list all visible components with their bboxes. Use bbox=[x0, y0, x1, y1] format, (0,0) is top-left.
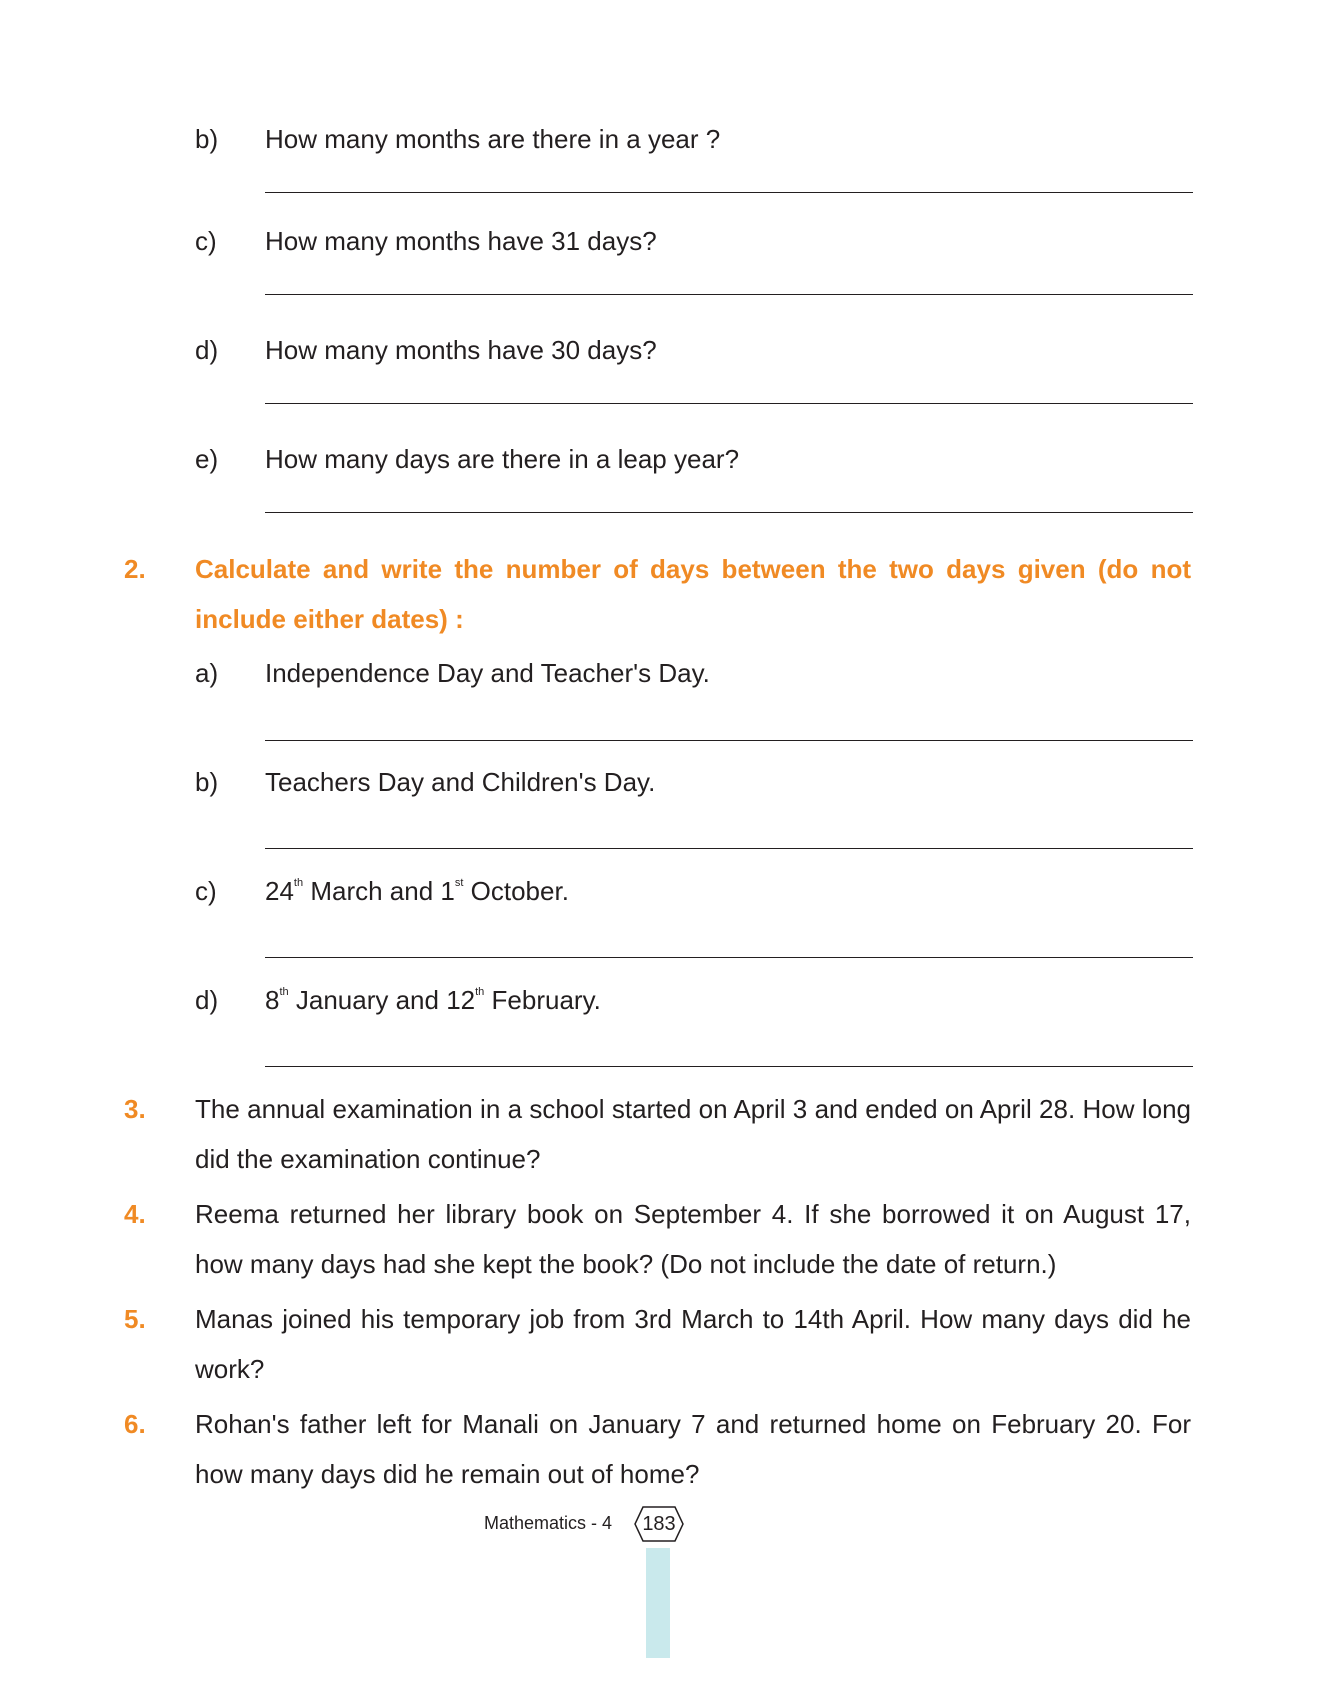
question-instruction: Calculate and write the number of days between the two days given (do not include either dates) : bbox=[195, 554, 1191, 634]
answer-line[interactable] bbox=[265, 957, 1193, 958]
page-tab bbox=[646, 1548, 670, 1658]
page-number: 183 bbox=[642, 1513, 676, 1535]
answer-line[interactable] bbox=[265, 1066, 1193, 1067]
q2-item-label: d) bbox=[195, 985, 219, 1015]
answer-line[interactable] bbox=[265, 848, 1193, 849]
answer-line[interactable] bbox=[265, 294, 1193, 295]
q1-item-label: b) bbox=[195, 124, 219, 154]
q2-item-label: c) bbox=[195, 876, 217, 906]
question-number: 3. bbox=[124, 1094, 146, 1124]
q1-item-text: How many months are there in a year ? bbox=[265, 124, 721, 154]
q1-item-label: e) bbox=[195, 444, 219, 474]
answer-line[interactable] bbox=[265, 192, 1193, 193]
answer-line[interactable] bbox=[265, 512, 1193, 513]
question-text: Reema returned her library book on September 4. If she borrowed it on August 17, how many days had she kept the book? (Do not include the date of return.) bbox=[195, 1199, 1191, 1279]
q2-item-text: 8th January and 12th February. bbox=[265, 985, 601, 1015]
answer-line[interactable] bbox=[265, 740, 1193, 741]
question-number: 2. bbox=[124, 554, 146, 584]
q2-item-text: Independence Day and Teacher's Day. bbox=[265, 658, 710, 688]
q1-item-text: How many months have 31 days? bbox=[265, 226, 657, 256]
q2-item-text: Teachers Day and Children's Day. bbox=[265, 767, 656, 797]
question-text: Manas joined his temporary job from 3rd March to 14th April. How many days did he work? bbox=[195, 1304, 1191, 1384]
question-text: The annual examination in a school started on April 3 and ended on April 28. How long did the examination continue? bbox=[195, 1094, 1191, 1174]
q1-item-text: How many months have 30 days? bbox=[265, 335, 657, 365]
question-number: 5. bbox=[124, 1304, 146, 1334]
q1-item-label: d) bbox=[195, 335, 219, 365]
q2-item-label: b) bbox=[195, 767, 219, 797]
answer-line[interactable] bbox=[265, 403, 1193, 404]
q1-item-label: c) bbox=[195, 226, 217, 256]
q2-item-label: a) bbox=[195, 658, 219, 688]
q2-item-text: 24th March and 1st October. bbox=[265, 876, 569, 906]
book-title: Mathematics - 4 bbox=[484, 1513, 613, 1533]
q1-item-text: How many days are there in a leap year? bbox=[265, 444, 740, 474]
question-number: 4. bbox=[124, 1199, 146, 1229]
question-text: Rohan's father left for Manali on January 7 and returned home on February 20. For how many days did he remain out of home? bbox=[195, 1409, 1191, 1489]
question-number: 6. bbox=[124, 1409, 146, 1439]
